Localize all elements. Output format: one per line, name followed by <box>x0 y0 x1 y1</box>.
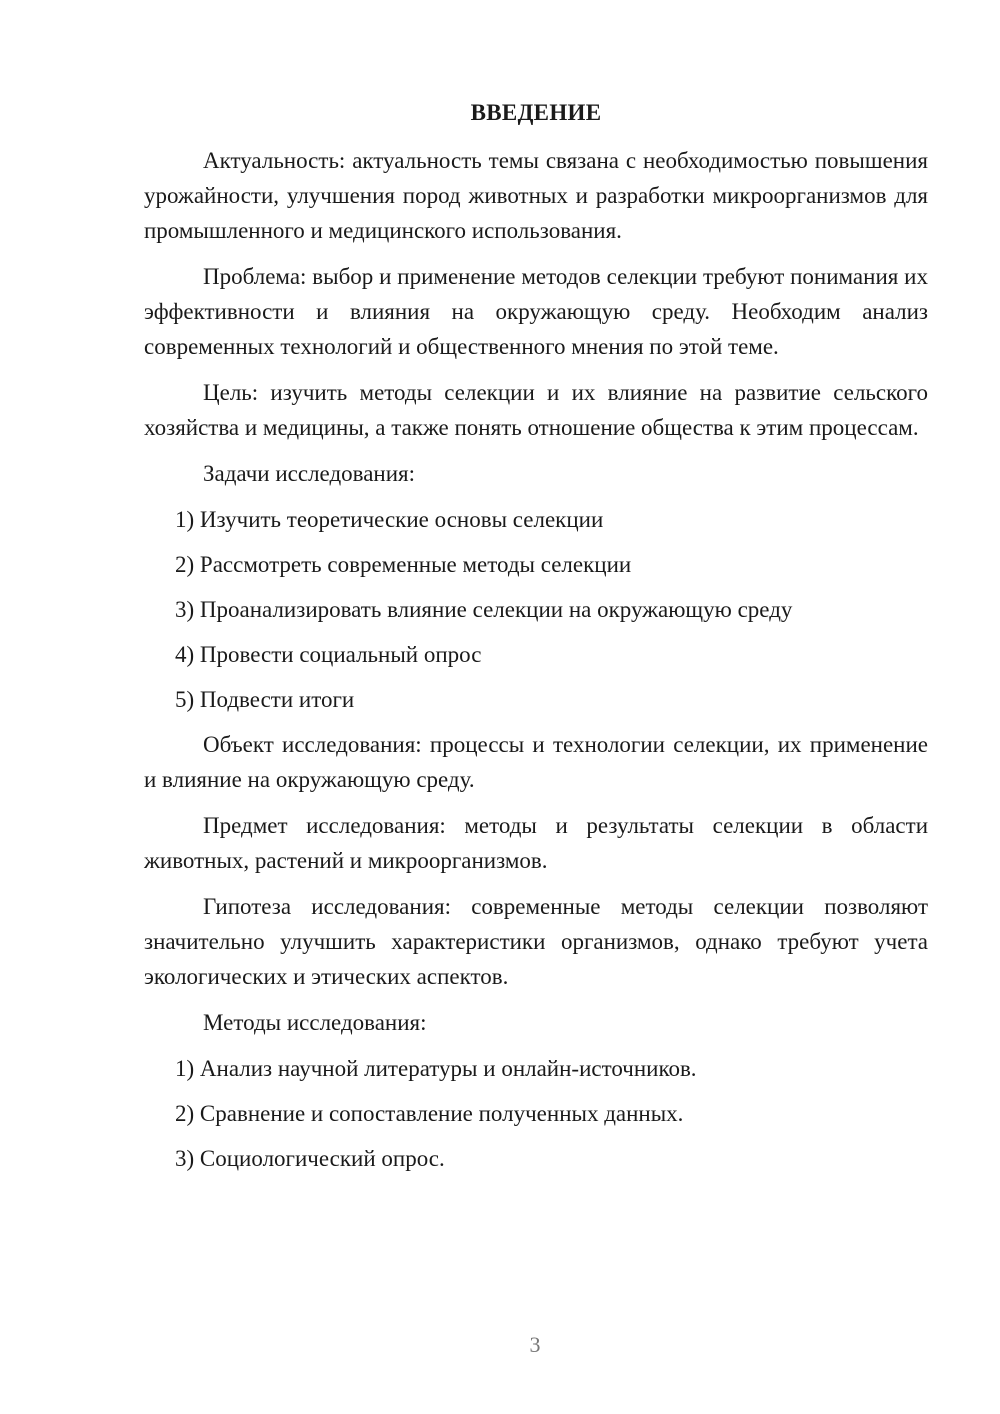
task-item: 4) Провести социальный опрос <box>175 642 482 667</box>
task-item: 2) Рассмотреть современные методы селекции <box>175 552 632 577</box>
hypothesis-paragraph: Гипотеза исследования: современные методы селекции позволяют значительно улучшить характеристики организмов, однако требуют учета экологических и этических аспектов. <box>144 894 928 989</box>
task-item: 5) Подвести итоги <box>175 687 355 712</box>
method-item: 1) Анализ научной литературы и онлайн-источников. <box>175 1056 697 1081</box>
page-number: 3 <box>529 1332 541 1357</box>
method-item: 2) Сравнение и сопоставление полученных данных. <box>175 1101 684 1126</box>
tasks-list <box>144 502 928 717</box>
object-paragraph: Объект исследования: процессы и технологии селекции, их применение и влияние на окружающую среду. <box>144 732 928 792</box>
subject-paragraph: Предмет исследования: методы и результаты селекции в области животных, растений и микроорганизмов. <box>144 813 928 873</box>
methods-list <box>144 1051 928 1176</box>
task-item: 1) Изучить теоретические основы селекции <box>175 507 604 532</box>
goal-paragraph: Цель: изучить методы селекции и их влияние на развитие сельского хозяйства и медицины, а также понять отношение общества к этим процессам. <box>144 380 928 440</box>
task-item: 3) Проанализировать влияние селекции на окружающую среду <box>175 597 793 622</box>
page-title: ВВЕДЕНИЕ <box>470 100 602 125</box>
page-content <box>144 95 928 1186</box>
methods-heading: Методы исследования: <box>203 1010 427 1035</box>
relevance-paragraph: Актуальность: актуальность темы связана с необходимостью повышения урожайности, улучшения пород животных и разработки микроорганизмов для промышленного и медицинского использования. <box>144 148 928 243</box>
tasks-heading: Задачи исследования: <box>203 461 416 486</box>
method-item: 3) Социологический опрос. <box>175 1146 445 1171</box>
problem-paragraph: Проблема: выбор и применение методов селекции требуют понимания их эффективности и влияния на окружающую среду. Необходим анализ современных технологий и общественного мнения по этой теме. <box>144 264 928 359</box>
